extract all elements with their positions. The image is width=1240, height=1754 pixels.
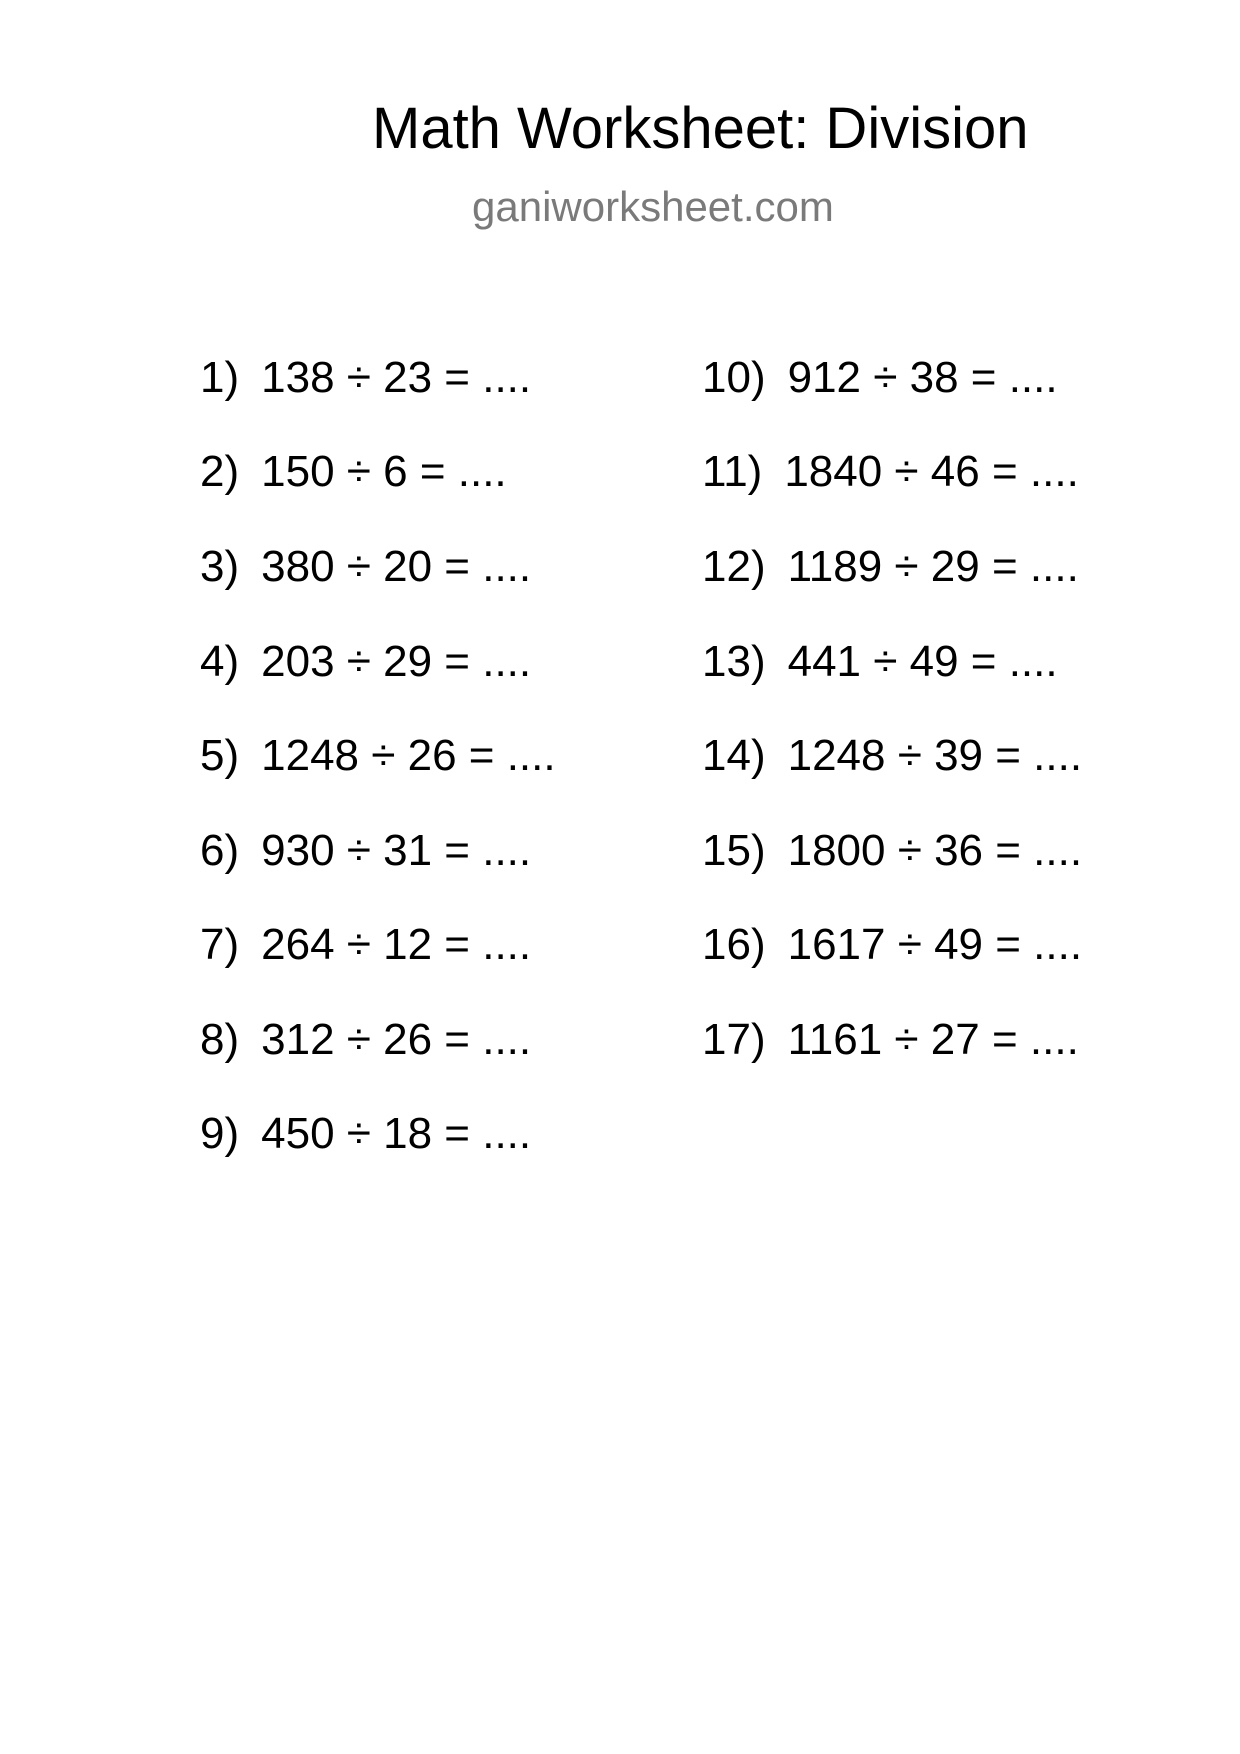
problem-item [702, 731, 1083, 780]
problem-item [702, 920, 1083, 969]
problem-expression: 1248 ÷ 39 = .... [787, 731, 1083, 780]
problem-item [702, 542, 1079, 591]
problem-number: 17) [702, 1015, 766, 1064]
problem-number: 14) [702, 731, 766, 780]
problem-number: 6) [200, 826, 240, 875]
problem-number: 4) [200, 637, 240, 686]
problem-number: 7) [200, 920, 240, 969]
problem-number: 3) [200, 542, 240, 591]
problem-expression: 264 ÷ 12 = .... [261, 920, 532, 969]
problem-expression: 380 ÷ 20 = .... [261, 542, 532, 591]
problem-item [200, 826, 532, 875]
problem-number: 13) [702, 637, 766, 686]
problem-item [702, 826, 1083, 875]
problem-number: 9) [200, 1109, 240, 1158]
problem-expression: 1800 ÷ 36 = .... [787, 826, 1083, 875]
site-url: ganiworksheet.com [472, 183, 834, 230]
problem-expression: 1161 ÷ 27 = .... [787, 1015, 1079, 1064]
problem-item [702, 353, 1058, 402]
problem-number: 5) [200, 731, 240, 780]
problem-expression: 912 ÷ 38 = .... [787, 353, 1058, 402]
problem-item [200, 447, 507, 496]
problem-number: 15) [702, 826, 766, 875]
problem-expression: 312 ÷ 26 = .... [261, 1015, 532, 1064]
problem-item [200, 637, 532, 686]
problem-number: 1) [200, 353, 240, 402]
problem-item [702, 1015, 1079, 1064]
problem-expression: 1840 ÷ 46 = .... [784, 447, 1079, 496]
problem-expression: 150 ÷ 6 = .... [261, 447, 507, 496]
problem-number: 11) [702, 447, 763, 496]
problem-item [200, 1015, 532, 1064]
problem-item [200, 353, 532, 402]
problem-number: 12) [702, 542, 766, 591]
problem-expression: 441 ÷ 49 = .... [787, 637, 1058, 686]
page-title: Math Worksheet: Division [372, 96, 1029, 161]
problem-number: 10) [702, 353, 766, 402]
problem-expression: 1189 ÷ 29 = .... [787, 542, 1079, 591]
problem-number: 2) [200, 447, 240, 496]
problem-number: 16) [702, 920, 766, 969]
problem-expression: 1248 ÷ 26 = .... [261, 731, 556, 780]
problem-item [200, 920, 532, 969]
problem-expression: 203 ÷ 29 = .... [261, 637, 532, 686]
problem-number: 8) [200, 1015, 240, 1064]
problem-expression: 1617 ÷ 49 = .... [787, 920, 1083, 969]
problem-expression: 450 ÷ 18 = .... [261, 1109, 532, 1158]
problem-item [200, 731, 556, 780]
problem-item [702, 637, 1058, 686]
problem-expression: 138 ÷ 23 = .... [261, 353, 532, 402]
problem-item [200, 542, 532, 591]
problem-expression: 930 ÷ 31 = .... [261, 826, 532, 875]
problem-item [702, 447, 1079, 496]
problem-item [200, 1109, 532, 1158]
